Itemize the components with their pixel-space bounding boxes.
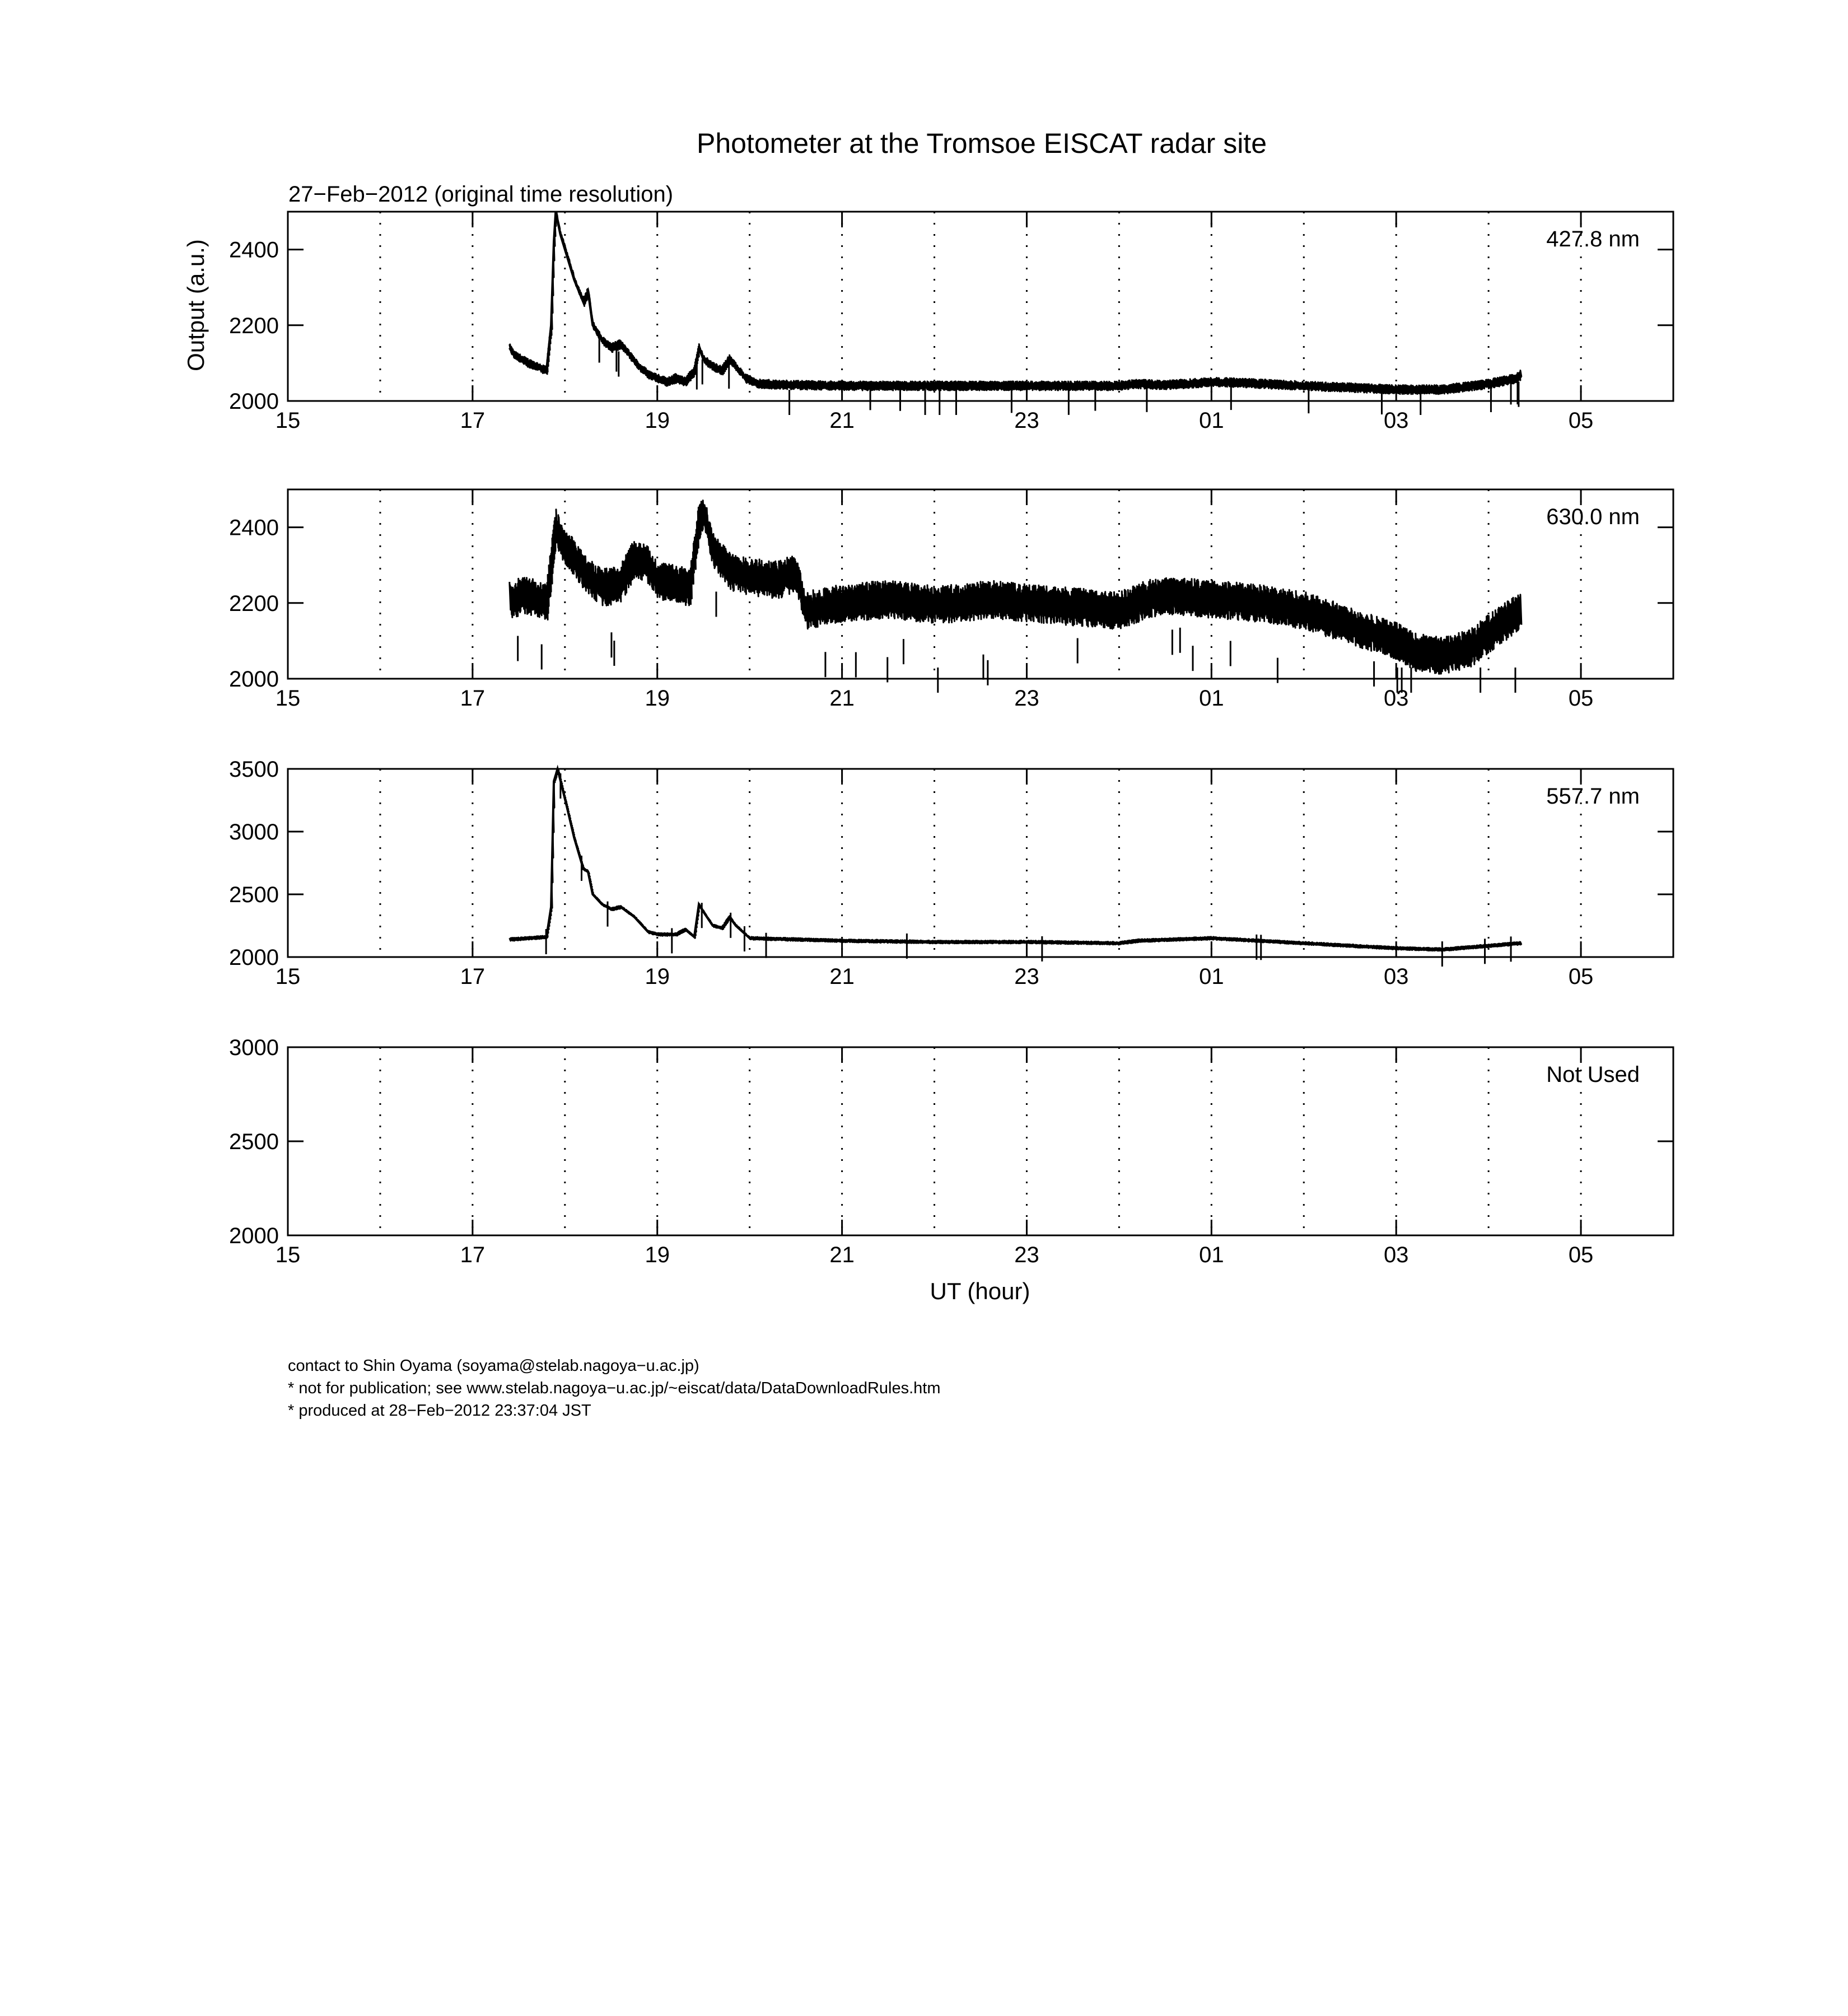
x-tick-label: 19 bbox=[645, 686, 670, 711]
y-tick-label: 3000 bbox=[229, 1035, 279, 1060]
y-tick-label: 2500 bbox=[229, 1130, 279, 1154]
x-tick-label: 03 bbox=[1383, 408, 1409, 433]
footer-contact: contact to Shin Oyama (soyama@stelab.nagoya−u.ac.jp) bbox=[288, 1357, 699, 1375]
x-tick-label: 17 bbox=[460, 1243, 486, 1267]
x-tick-label: 17 bbox=[460, 964, 486, 989]
figure-subtitle: 27−Feb−2012 (original time resolution) bbox=[288, 182, 674, 207]
panel-wavelength-label: 427.8 nm bbox=[1546, 227, 1640, 251]
x-tick-label: 05 bbox=[1568, 408, 1594, 433]
y-tick-label: 3500 bbox=[229, 757, 279, 782]
y-tick-label: 2000 bbox=[229, 945, 279, 970]
panel-wavelength-label: 557.7 nm bbox=[1546, 784, 1640, 809]
x-tick-label: 03 bbox=[1383, 964, 1409, 989]
x-tick-label: 05 bbox=[1568, 1243, 1594, 1267]
footer-produced-at: * produced at 28−Feb−2012 23:37:04 JST bbox=[288, 1402, 591, 1420]
x-tick-label: 15 bbox=[275, 686, 301, 711]
x-tick-label: 21 bbox=[829, 1243, 855, 1267]
x-tick-label: 19 bbox=[645, 408, 670, 433]
x-tick-label: 03 bbox=[1383, 1243, 1409, 1267]
x-tick-label: 23 bbox=[1014, 686, 1039, 711]
x-axis-label: UT (hour) bbox=[930, 1278, 1030, 1304]
x-tick-label: 21 bbox=[829, 964, 855, 989]
y-tick-label: 2400 bbox=[229, 237, 279, 263]
x-tick-label: 15 bbox=[275, 1243, 301, 1267]
y-tick-label: 2500 bbox=[229, 883, 279, 907]
x-tick-label: 01 bbox=[1199, 408, 1224, 433]
x-tick-label: 23 bbox=[1014, 964, 1039, 989]
x-tick-label: 19 bbox=[645, 964, 670, 989]
y-tick-label: 2400 bbox=[229, 515, 279, 540]
x-tick-label: 21 bbox=[829, 408, 855, 433]
y-tick-label: 3000 bbox=[229, 820, 279, 844]
footer-publication-note: * not for publication; see www.stelab.nagoya−u.ac.jp/~eiscat/data/DataDownloadRules.htm bbox=[288, 1379, 941, 1397]
y-axis-label: Output (a.u.) bbox=[183, 239, 209, 371]
y-tick-label: 2200 bbox=[229, 591, 279, 616]
x-tick-label: 15 bbox=[275, 408, 301, 433]
x-tick-label: 17 bbox=[460, 408, 486, 433]
x-tick-label: 05 bbox=[1568, 686, 1594, 711]
x-tick-label: 17 bbox=[460, 686, 486, 711]
x-tick-label: 01 bbox=[1199, 964, 1224, 989]
x-tick-label: 19 bbox=[645, 1243, 670, 1267]
y-tick-label: 2200 bbox=[229, 313, 279, 338]
figure-title: Photometer at the Tromsoe EISCAT radar site bbox=[696, 128, 1267, 159]
x-tick-label: 21 bbox=[829, 686, 855, 711]
x-tick-label: 01 bbox=[1199, 686, 1224, 711]
x-tick-label: 15 bbox=[275, 964, 301, 989]
y-tick-label: 2000 bbox=[229, 1224, 279, 1248]
panel-wavelength-label: 630.0 nm bbox=[1546, 505, 1640, 529]
x-tick-label: 05 bbox=[1568, 964, 1594, 989]
x-tick-label: 23 bbox=[1014, 1243, 1039, 1267]
y-tick-label: 2000 bbox=[229, 667, 279, 692]
x-tick-label: 23 bbox=[1014, 408, 1039, 433]
x-tick-label: 03 bbox=[1383, 686, 1409, 711]
panel-wavelength-label: Not Used bbox=[1546, 1062, 1640, 1087]
y-tick-label: 2000 bbox=[229, 389, 279, 414]
x-tick-label: 01 bbox=[1199, 1243, 1224, 1267]
